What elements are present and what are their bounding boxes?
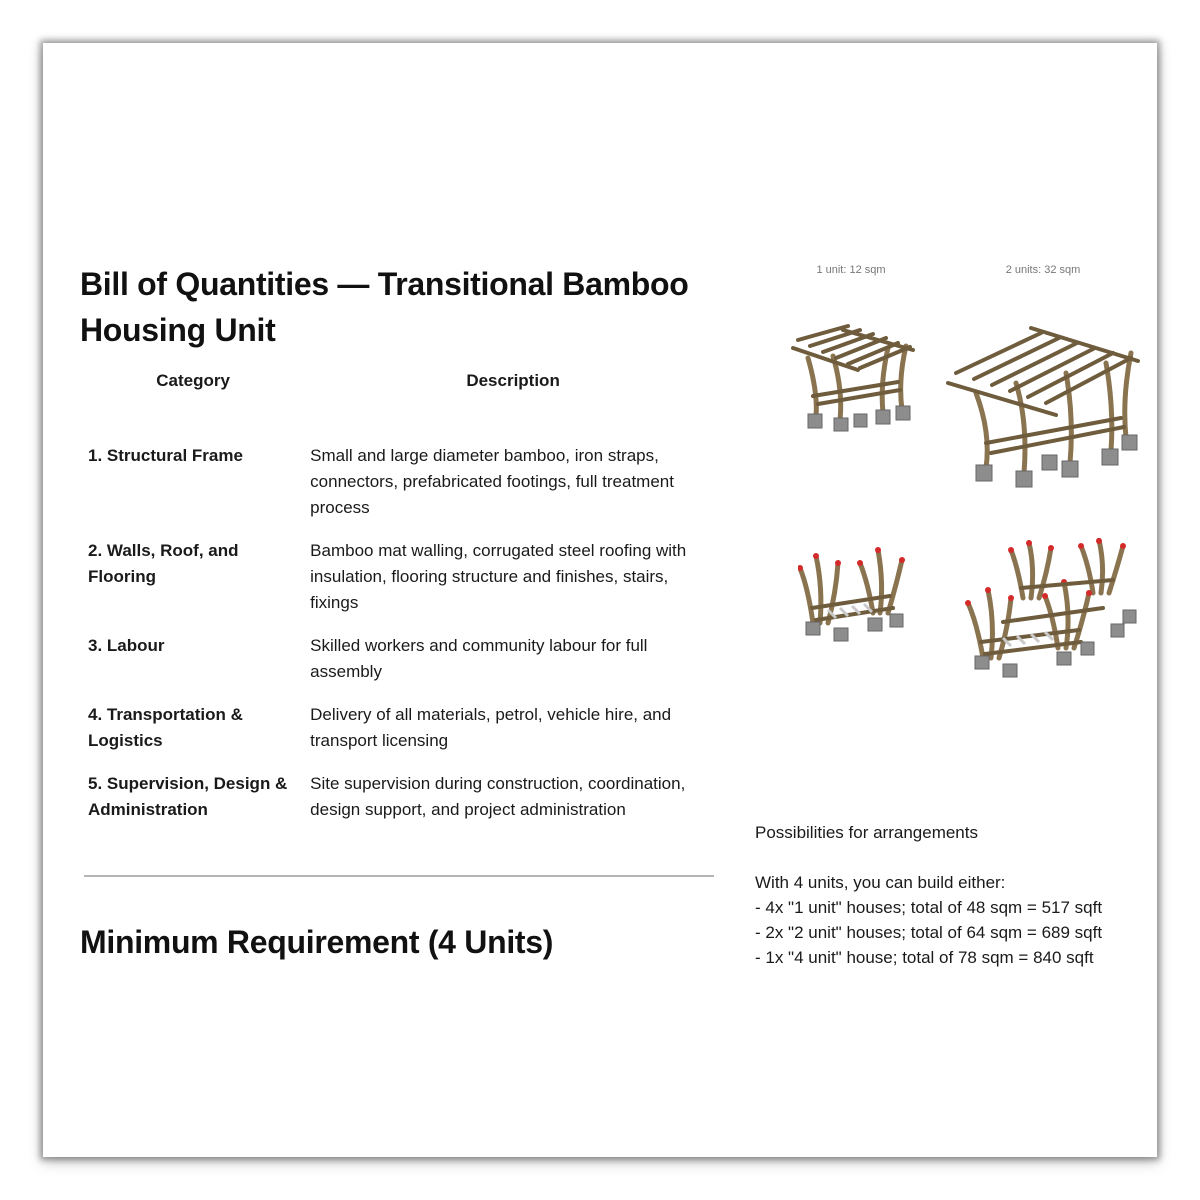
document-page xyxy=(43,43,1157,1157)
caption-2-units: 2 units: 32 sqm xyxy=(1005,264,1081,276)
bamboo-frame-1-unit-image xyxy=(788,318,918,433)
arrangements-heading: Possibilities for arrangements xyxy=(755,823,978,842)
row-description: Small and large diameter bamboo, iron straps, connectors, prefabricated footings, full treatment process xyxy=(310,446,674,517)
table-row xyxy=(82,702,722,771)
bamboo-frame-2-units-image xyxy=(946,323,1141,493)
table-row xyxy=(82,771,722,840)
arrangements-intro: With 4 units, you can build either: xyxy=(755,873,1006,892)
row-description: Bamboo mat walling, corrugated steel roofing with insulation, flooring structure and finishes, stairs, fixings xyxy=(310,541,687,612)
row-category: 1. Structural Frame xyxy=(88,446,243,465)
header-description: Description xyxy=(466,371,560,390)
row-category: 5. Supervision, Design & Administration xyxy=(88,774,288,819)
row-description: Skilled workers and community labour for full assembly xyxy=(310,636,648,681)
arrangement-option: - 1x "4 unit" house; total of 78 sqm = 840 sqft xyxy=(755,948,1094,967)
caption-1-unit: 1 unit: 12 sqm xyxy=(816,264,886,276)
row-description: Site supervision during construction, coordination, design support, and project administration xyxy=(310,774,686,819)
row-category: 4. Transportation & Logistics xyxy=(88,705,243,750)
row-description: Delivery of all materials, petrol, vehicle hire, and transport licensing xyxy=(310,705,672,750)
bamboo-arches-1-unit-image xyxy=(798,538,908,648)
row-category: 2. Walls, Roof, and Flooring xyxy=(88,541,239,586)
arrangements-section xyxy=(755,820,1135,970)
table-header-row xyxy=(82,369,722,443)
section-subtitle: Minimum Requirement (4 Units) xyxy=(80,924,554,960)
table-row xyxy=(82,443,722,538)
arrangement-option: - 2x "2 unit" houses; total of 64 sqm = 689 sqft xyxy=(755,923,1103,942)
row-category: 3. Labour xyxy=(88,636,165,655)
table-row xyxy=(82,538,722,633)
horizontal-divider xyxy=(84,875,714,877)
bill-of-quantities-table xyxy=(82,369,722,840)
page-title: Bill of Quantities — Transitional Bamboo Housing Unit xyxy=(80,266,689,348)
header-category: Category xyxy=(156,371,230,390)
arrangement-option: - 4x "1 unit" houses; total of 48 sqm = 517 sqft xyxy=(755,898,1103,917)
bamboo-arches-2-units-image xyxy=(963,538,1143,688)
table-row xyxy=(82,633,722,702)
